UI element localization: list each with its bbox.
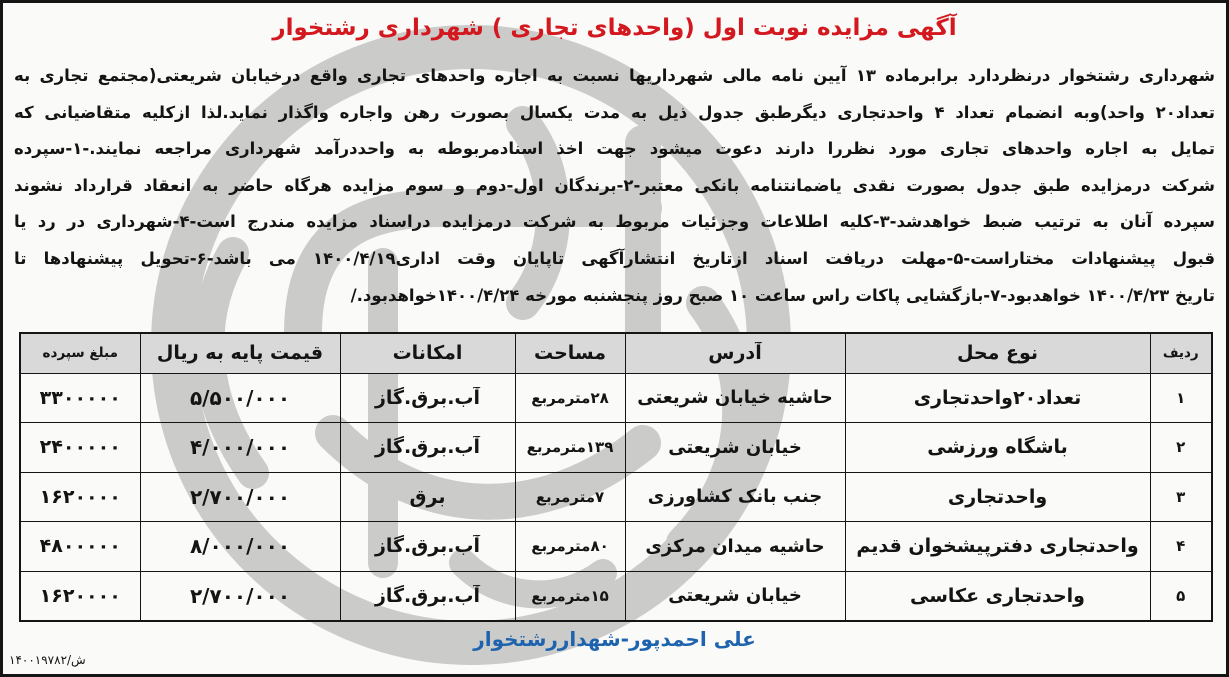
header-row-number: ردیف bbox=[1150, 333, 1212, 373]
cell-deposit: ۴۸۰۰۰۰۰ bbox=[20, 522, 140, 572]
body-line: تمایل به اجاره واحدهای تجاری مورد نظررا دارند دعوت میشود جهت اخذ اسنادمربوطه به واحددرآمد شهرداری مراجعه نمایند.-۱-سپرده bbox=[14, 139, 1215, 159]
header-base-price: قیمت پایه به ریال bbox=[140, 333, 340, 373]
cell-base-price: ۸/۰۰۰/۰۰۰ bbox=[140, 522, 340, 572]
cell-base-price: ۲/۷۰۰/۰۰۰ bbox=[140, 571, 340, 621]
cell-address: خیابان شریعتی bbox=[625, 571, 845, 621]
cell-deposit: ۱۶۲۰۰۰۰ bbox=[20, 571, 140, 621]
cell-place-type: واحدتجاری دفترپیشخوان قدیم bbox=[845, 522, 1150, 572]
cell-utilities: آب.برق.گاز bbox=[340, 423, 515, 473]
header-utilities: امکانات bbox=[340, 333, 515, 373]
table-row bbox=[20, 522, 1212, 572]
cell-utilities: برق bbox=[340, 472, 515, 522]
table-row bbox=[20, 423, 1212, 473]
header-area: مساحت bbox=[515, 333, 625, 373]
body-line: شهرداری رشتخوار درنظردارد برابرماده ۱۳ آیین نامه مالی شهرداریها نسبت به اجاره واحدهای تجاری واقع درخیابان شریعتی(مجتمع تجاری به bbox=[14, 66, 1215, 85]
cell-area: ۷مترمربع bbox=[515, 472, 625, 522]
table-row bbox=[20, 571, 1212, 621]
publication-code: ش/۱۴۰۰۱۹۷۸۲ bbox=[9, 653, 86, 667]
cell-place-type: تعداد۲۰واحدتجاری bbox=[845, 373, 1150, 423]
cell-utilities: آب.برق.گاز bbox=[340, 571, 515, 621]
cell-row-number: ۵ bbox=[1150, 571, 1212, 621]
cell-area: ۸۰مترمربع bbox=[515, 522, 625, 572]
cell-place-type: واحدتجاری عکاسی bbox=[845, 571, 1150, 621]
cell-row-number: ۳ bbox=[1150, 472, 1212, 522]
cell-row-number: ۲ bbox=[1150, 423, 1212, 473]
cell-place-type: واحدتجاری bbox=[845, 472, 1150, 522]
notice-title: آگهی مزایده نوبت اول (واحدهای تجاری ) شهرداری رشتخوار bbox=[272, 15, 957, 41]
cell-row-number: ۱ bbox=[1150, 373, 1212, 423]
header-place-type: نوع محل bbox=[845, 333, 1150, 373]
cell-row-number: ۴ bbox=[1150, 522, 1212, 572]
cell-utilities: آب.برق.گاز bbox=[340, 522, 515, 572]
cell-area: ۱۳۹مترمربع bbox=[515, 423, 625, 473]
header-address: آدرس bbox=[625, 333, 845, 373]
body-line: شرکت درمزایده طبق جدول بصورت نقدی یاضمانتنامه بانکی معتبر-۲-برندگان اول-دوم و سوم مزایده هرگاه حاضر به انعقاد قرارداد نشوند bbox=[14, 175, 1215, 195]
cell-deposit: ۲۴۰۰۰۰۰ bbox=[20, 423, 140, 473]
body-line: سپرده آنان به ترتیب ضبط خواهدشد-۳-کلیه اطلاعات وجزئیات مربوط به شرکت درمزایده دراسناد مزایده مندرج است-۴-شهرداری در رد یا bbox=[14, 212, 1215, 232]
cell-deposit: ۳۳۰۰۰۰۰ bbox=[20, 373, 140, 423]
cell-area: ۱۵مترمربع bbox=[515, 571, 625, 621]
mayor-signature: علی احمدپور-شهداررشتخوار bbox=[473, 627, 756, 651]
table-header-row bbox=[20, 333, 1212, 373]
cell-utilities: آب.برق.گاز bbox=[340, 373, 515, 423]
cell-address: جنب بانک کشاورزی bbox=[625, 472, 845, 522]
cell-address: خیابان شریعتی bbox=[625, 423, 845, 473]
body-line: تاریخ ۱۴۰۰/۴/۲۳ خواهدبود-۷-بازگشایی پاکات راس ساعت ۱۰ صبح روز پنجشنبه مورخه ۱۴۰۰/۴/۲۴خواهدبود./ bbox=[350, 285, 1215, 305]
cell-address: حاشیه میدان مرکزی bbox=[625, 522, 845, 572]
table-row bbox=[20, 472, 1212, 522]
commercial-units-table bbox=[19, 332, 1213, 622]
cell-base-price: ۴/۰۰۰/۰۰۰ bbox=[140, 423, 340, 473]
notice-body bbox=[14, 58, 1215, 314]
cell-base-price: ۲/۷۰۰/۰۰۰ bbox=[140, 472, 340, 522]
body-line: تعداد۲۰ واحد)وبه انضمام تعداد ۴ واحدتجاری دیگرطبق جدول ذیل به مدت یکسال بصورت رهن واجاره واگذار نماید.لذا ازکلیه متقاضیانی که bbox=[14, 102, 1215, 122]
body-line: قبول پیشنهادات مختاراست-۵-مهلت دریافت اسناد ازتاریخ انتشارآگهی تاپایان وقت اداری۱۴۰۰/۴/۱۹ می باشد-۶-تحویل پیشنهادها تا bbox=[14, 248, 1215, 268]
cell-deposit: ۱۶۲۰۰۰۰ bbox=[20, 472, 140, 522]
table-row bbox=[20, 373, 1212, 423]
cell-address: حاشیه خیابان شریعتی bbox=[625, 373, 845, 423]
header-deposit: مبلغ سپرده bbox=[20, 333, 140, 373]
cell-base-price: ۵/۵۰۰/۰۰۰ bbox=[140, 373, 340, 423]
cell-place-type: باشگاه ورزشی bbox=[845, 423, 1150, 473]
cell-area: ۲۸مترمربع bbox=[515, 373, 625, 423]
